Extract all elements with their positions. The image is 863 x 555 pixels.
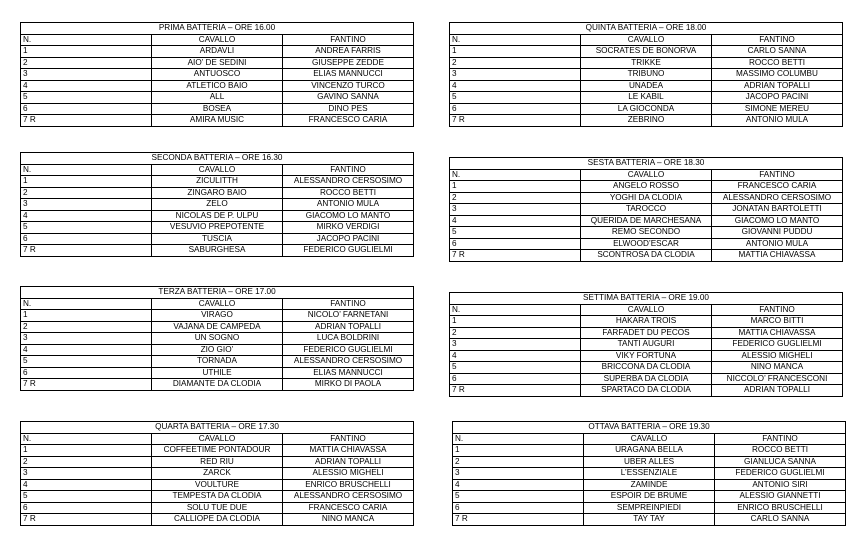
row-number: 7 R	[21, 245, 152, 257]
cavallo-name: ZELO	[152, 199, 283, 211]
row-number: 5	[453, 491, 584, 503]
row-number: 4	[21, 344, 152, 356]
header-cavallo: CAVALLO	[152, 164, 283, 176]
fantino-name: ALESSANDRO CERSOSIMO	[283, 176, 414, 188]
fantino-name: GAVINO SANNA	[283, 92, 414, 104]
row-number: 6	[21, 502, 152, 514]
table-row	[21, 46, 414, 58]
fantino-name: FRANCESCO CARIA	[283, 115, 414, 127]
header-fantino: FANTINO	[283, 433, 414, 445]
cavallo-name: VIRAGO	[152, 310, 283, 322]
table-row	[453, 514, 846, 526]
cavallo-name: ESPOIR DE BRUME	[584, 491, 715, 503]
row-number: 6	[450, 238, 581, 250]
header-cavallo: CAVALLO	[584, 433, 715, 445]
row-number: 3	[21, 468, 152, 480]
header-cavallo: CAVALLO	[581, 34, 712, 46]
fantino-name: ROCCO BETTI	[715, 445, 846, 457]
header-number: N.	[21, 433, 152, 445]
row-number: 4	[450, 350, 581, 362]
cavallo-name: DIAMANTE DA CLODIA	[152, 379, 283, 391]
row-number: 1	[450, 46, 581, 58]
batteria-table	[20, 22, 414, 127]
fantino-name: DINO PES	[283, 103, 414, 115]
fantino-name: ELIAS MANNUCCI	[283, 69, 414, 81]
fantino-name: FRANCESCO CARIA	[712, 181, 843, 193]
table-header-row	[21, 34, 414, 46]
table-row	[450, 192, 843, 204]
fantino-name: SIMONE MEREU	[712, 103, 843, 115]
row-number: 7 R	[453, 514, 584, 526]
batteria-title: QUINTA BATTERIA – ORE 18.00	[450, 23, 843, 35]
cavallo-name: COFFEETIME PONTADOUR	[152, 445, 283, 457]
cavallo-name: TORNADA	[152, 356, 283, 368]
table-row	[21, 233, 414, 245]
table-row	[21, 514, 414, 526]
table-row	[450, 350, 843, 362]
cavallo-name: TANTI AUGURI	[581, 339, 712, 351]
row-number: 4	[450, 215, 581, 227]
table-row	[21, 187, 414, 199]
header-number: N.	[450, 34, 581, 46]
table-header-row	[450, 169, 843, 181]
table-row	[21, 222, 414, 234]
cavallo-name: ANTUOSCO	[152, 69, 283, 81]
row-number: 7 R	[21, 379, 152, 391]
header-fantino: FANTINO	[283, 298, 414, 310]
cavallo-name: ALL	[152, 92, 283, 104]
fantino-name: NINO MANCA	[283, 514, 414, 526]
fantino-name: ANDREA FARRIS	[283, 46, 414, 58]
row-number: 5	[21, 356, 152, 368]
table-row	[453, 491, 846, 503]
cavallo-name: YOGHI DA CLODIA	[581, 192, 712, 204]
row-number: 4	[21, 210, 152, 222]
row-number: 4	[21, 479, 152, 491]
fantino-name: GIACOMO LO MANTO	[283, 210, 414, 222]
fantino-name: CARLO SANNA	[715, 514, 846, 526]
fantino-name: ADRIAN TOPALLI	[283, 321, 414, 333]
cavallo-name: SUPERBA DA CLODIA	[581, 373, 712, 385]
row-number: 6	[21, 103, 152, 115]
cavallo-name: SPARTACO DA CLODIA	[581, 385, 712, 397]
table-row	[21, 468, 414, 480]
row-number: 2	[21, 321, 152, 333]
row-number: 7 R	[450, 115, 581, 127]
table-row	[450, 215, 843, 227]
cavallo-name: FARFADET DU PECOS	[581, 327, 712, 339]
table-row	[21, 176, 414, 188]
table-row	[450, 385, 843, 397]
header-fantino: FANTINO	[712, 34, 843, 46]
cavallo-name: ZARCK	[152, 468, 283, 480]
cavallo-name: TAROCCO	[581, 204, 712, 216]
cavallo-name: QUERIDA DE MARCHESANA	[581, 215, 712, 227]
cavallo-name: TRIBUNO	[581, 69, 712, 81]
fantino-name: GIANLUCA SANNA	[715, 456, 846, 468]
batteria-6-table	[449, 157, 843, 262]
table-row	[453, 445, 846, 457]
table-row	[450, 316, 843, 328]
fantino-name: ELIAS MANNUCCI	[283, 367, 414, 379]
fantino-name: GIOVANNI PUDDU	[712, 227, 843, 239]
cavallo-name: BRICCONA DA CLODIA	[581, 362, 712, 374]
fantino-name: MARCO BITTI	[712, 316, 843, 328]
batteria-5-table	[449, 22, 843, 127]
table-row	[21, 502, 414, 514]
header-number: N.	[21, 298, 152, 310]
fantino-name: GIUSEPPE ZEDDE	[283, 57, 414, 69]
fantino-name: MATTIA CHIAVASSA	[712, 250, 843, 262]
table-row	[450, 80, 843, 92]
cavallo-name: SABURGHESA	[152, 245, 283, 257]
fantino-name: JACOPO PACINI	[712, 92, 843, 104]
row-number: 1	[21, 445, 152, 457]
header-fantino: FANTINO	[712, 169, 843, 181]
row-number: 2	[21, 456, 152, 468]
row-number: 3	[21, 69, 152, 81]
table-row	[21, 356, 414, 368]
header-number: N.	[21, 164, 152, 176]
cavallo-name: SCONTROSA DA CLODIA	[581, 250, 712, 262]
cavallo-name: VAJANA DE CAMPEDA	[152, 321, 283, 333]
fantino-name: FEDERICO GUGLIELMI	[283, 245, 414, 257]
fantino-name: GIACOMO LO MANTO	[712, 215, 843, 227]
fantino-name: ADRIAN TOPALLI	[283, 456, 414, 468]
cavallo-name: BOSEA	[152, 103, 283, 115]
cavallo-name: ZAMINDE	[584, 479, 715, 491]
cavallo-name: UTHILE	[152, 367, 283, 379]
row-number: 7 R	[21, 115, 152, 127]
row-number: 4	[21, 80, 152, 92]
batteria-title: TERZA BATTERIA – ORE 17.00	[21, 287, 414, 299]
table-row	[21, 379, 414, 391]
table-row	[21, 445, 414, 457]
batteria-title: OTTAVA BATTERIA – ORE 19.30	[453, 422, 846, 434]
table-row	[21, 69, 414, 81]
table-row	[21, 321, 414, 333]
cavallo-name: HAKARA TROIS	[581, 316, 712, 328]
fantino-name: ALESSANDRO CERSOSIMO	[283, 356, 414, 368]
batteria-3-table	[20, 286, 414, 391]
table-header-row	[453, 433, 846, 445]
row-number: 2	[450, 192, 581, 204]
fantino-name: ANTONIO MULA	[712, 238, 843, 250]
batteria-table	[449, 292, 843, 397]
row-number: 7 R	[450, 250, 581, 262]
batteria-2-table	[20, 152, 414, 257]
table-row	[450, 362, 843, 374]
fantino-name: ANTONIO MULA	[283, 199, 414, 211]
fantino-name: ALESSANDRO CERSOSIMO	[712, 192, 843, 204]
cavallo-name: TAY TAY	[584, 514, 715, 526]
header-number: N.	[21, 34, 152, 46]
cavallo-name: UNADEA	[581, 80, 712, 92]
row-number: 6	[450, 373, 581, 385]
cavallo-name: ZEBRINO	[581, 115, 712, 127]
header-cavallo: CAVALLO	[152, 34, 283, 46]
fantino-name: ADRIAN TOPALLI	[712, 385, 843, 397]
header-fantino: FANTINO	[283, 164, 414, 176]
fantino-name: JACOPO PACINI	[283, 233, 414, 245]
row-number: 3	[450, 339, 581, 351]
table-row	[21, 245, 414, 257]
fantino-name: ROCCO BETTI	[283, 187, 414, 199]
header-fantino: FANTINO	[283, 34, 414, 46]
table-header-row	[21, 433, 414, 445]
table-row	[21, 456, 414, 468]
cavallo-name: TEMPESTA DA CLODIA	[152, 491, 283, 503]
fantino-name: ANTONIO SIRI	[715, 479, 846, 491]
row-number: 1	[21, 310, 152, 322]
fantino-name: ENRICO BRUSCHELLI	[715, 502, 846, 514]
cavallo-name: AIO’ DE SEDINI	[152, 57, 283, 69]
header-number: N.	[453, 433, 584, 445]
cavallo-name: REMO SECONDO	[581, 227, 712, 239]
table-row	[21, 333, 414, 345]
row-number: 6	[21, 233, 152, 245]
batteria-1-table	[20, 22, 414, 127]
fantino-name: JONATAN BARTOLETTI	[712, 204, 843, 216]
cavallo-name: VIKY FORTUNA	[581, 350, 712, 362]
row-number: 2	[453, 456, 584, 468]
cavallo-name: SOCRATES DE BONORVA	[581, 46, 712, 58]
table-row	[453, 479, 846, 491]
table-row	[21, 491, 414, 503]
fantino-name: ALESSIO GIANNETTI	[715, 491, 846, 503]
batteria-table	[449, 157, 843, 262]
fantino-name: MASSIMO COLUMBU	[712, 69, 843, 81]
fantino-name: FEDERICO GUGLIELMI	[712, 339, 843, 351]
fantino-name: ALESSANDRO CERSOSIMO	[283, 491, 414, 503]
table-row	[450, 227, 843, 239]
cavallo-name: ARDAVLI	[152, 46, 283, 58]
fantino-name: CARLO SANNA	[712, 46, 843, 58]
table-row	[450, 115, 843, 127]
row-number: 5	[21, 92, 152, 104]
table-header-row	[450, 304, 843, 316]
fantino-name: MIRKO VERDIGI	[283, 222, 414, 234]
row-number: 3	[21, 333, 152, 345]
fantino-name: ALESSIO MIGHELI	[283, 468, 414, 480]
cavallo-name: CALLIOPE DA CLODIA	[152, 514, 283, 526]
table-row	[450, 69, 843, 81]
table-header-row	[450, 34, 843, 46]
cavallo-name: VOULTURE	[152, 479, 283, 491]
cavallo-name: URAGANA BELLA	[584, 445, 715, 457]
cavallo-name: ZICULITTH	[152, 176, 283, 188]
table-row	[21, 199, 414, 211]
row-number: 2	[21, 57, 152, 69]
table-row	[21, 367, 414, 379]
fantino-name: FRANCESCO CARIA	[283, 502, 414, 514]
table-row	[21, 57, 414, 69]
table-row	[450, 92, 843, 104]
row-number: 2	[21, 187, 152, 199]
fantino-name: ANTONIO MULA	[712, 115, 843, 127]
header-cavallo: CAVALLO	[152, 298, 283, 310]
cavallo-name: TRIKKE	[581, 57, 712, 69]
table-row	[453, 502, 846, 514]
cavallo-name: LE KABIL	[581, 92, 712, 104]
cavallo-name: ANGELO ROSSO	[581, 181, 712, 193]
fantino-name: ENRICO BRUSCHELLI	[283, 479, 414, 491]
cavallo-name: SOLU TUE DUE	[152, 502, 283, 514]
cavallo-name: LA GIOCONDA	[581, 103, 712, 115]
cavallo-name: NICOLAS DE P. ULPU	[152, 210, 283, 222]
fantino-name: ROCCO BETTI	[712, 57, 843, 69]
row-number: 6	[21, 367, 152, 379]
row-number: 5	[450, 227, 581, 239]
batteria-table	[20, 421, 414, 526]
table-row	[450, 181, 843, 193]
row-number: 4	[450, 80, 581, 92]
batteria-title: SETTIMA BATTERIA – ORE 19.00	[450, 293, 843, 305]
batteria-title: SECONDA BATTERIA – ORE 16.30	[21, 153, 414, 165]
cavallo-name: VESUVIO PREPOTENTE	[152, 222, 283, 234]
table-row	[21, 479, 414, 491]
table-row	[21, 310, 414, 322]
row-number: 3	[21, 199, 152, 211]
row-number: 5	[21, 491, 152, 503]
table-row	[21, 344, 414, 356]
row-number: 1	[450, 316, 581, 328]
fantino-name: MATTIA CHIAVASSA	[712, 327, 843, 339]
table-row	[21, 210, 414, 222]
batteria-table	[20, 152, 414, 257]
table-row	[450, 46, 843, 58]
table-header-row	[21, 164, 414, 176]
table-row	[21, 103, 414, 115]
row-number: 3	[453, 468, 584, 480]
table-row	[450, 373, 843, 385]
header-fantino: FANTINO	[715, 433, 846, 445]
cavallo-name: TUSCIA	[152, 233, 283, 245]
fantino-name: FEDERICO GUGLIELMI	[715, 468, 846, 480]
batteria-8-table	[452, 421, 846, 526]
fantino-name: MATTIA CHIAVASSA	[283, 445, 414, 457]
table-row	[450, 327, 843, 339]
batteria-table	[452, 421, 846, 526]
batteria-7-table	[449, 292, 843, 397]
row-number: 3	[450, 204, 581, 216]
table-row	[450, 250, 843, 262]
fantino-name: ALESSIO MIGHELI	[712, 350, 843, 362]
table-row	[453, 468, 846, 480]
batteria-table	[449, 22, 843, 127]
cavallo-name: SEMPREINPIEDI	[584, 502, 715, 514]
row-number: 1	[21, 176, 152, 188]
row-number: 7 R	[21, 514, 152, 526]
batteria-table	[20, 286, 414, 391]
fantino-name: NICCOLO’ FRANCESCONI	[712, 373, 843, 385]
cavallo-name: L’ESSENZIALE	[584, 468, 715, 480]
header-cavallo: CAVALLO	[581, 169, 712, 181]
fantino-name: NICOLO’ FARNETANI	[283, 310, 414, 322]
fantino-name: FEDERICO GUGLIELMI	[283, 344, 414, 356]
cavallo-name: UN SOGNO	[152, 333, 283, 345]
table-row	[450, 57, 843, 69]
batteria-title: SESTA BATTERIA – ORE 18.30	[450, 158, 843, 170]
batteria-title: QUARTA BATTERIA – ORE 17.30	[21, 422, 414, 434]
row-number: 1	[450, 181, 581, 193]
row-number: 3	[450, 69, 581, 81]
table-row	[21, 115, 414, 127]
cavallo-name: ZINGARO BAIO	[152, 187, 283, 199]
row-number: 6	[453, 502, 584, 514]
fantino-name: NINO MANCA	[712, 362, 843, 374]
header-cavallo: CAVALLO	[581, 304, 712, 316]
table-row	[21, 80, 414, 92]
header-fantino: FANTINO	[712, 304, 843, 316]
row-number: 5	[450, 92, 581, 104]
table-row	[450, 238, 843, 250]
table-row	[21, 92, 414, 104]
row-number: 5	[21, 222, 152, 234]
table-header-row	[21, 298, 414, 310]
cavallo-name: UBER ALLES	[584, 456, 715, 468]
fantino-name: MIRKO DI PAOLA	[283, 379, 414, 391]
row-number: 6	[450, 103, 581, 115]
header-number: N.	[450, 169, 581, 181]
table-row	[453, 456, 846, 468]
header-cavallo: CAVALLO	[152, 433, 283, 445]
row-number: 5	[450, 362, 581, 374]
batteria-4-table	[20, 421, 414, 526]
cavallo-name: ATLETICO BAIO	[152, 80, 283, 92]
cavallo-name: AMIRA MUSIC	[152, 115, 283, 127]
cavallo-name: ZIO GIO’	[152, 344, 283, 356]
cavallo-name: RED RIU	[152, 456, 283, 468]
batteria-title: PRIMA BATTERIA – ORE 16.00	[21, 23, 414, 35]
table-row	[450, 204, 843, 216]
fantino-name: ADRIAN TOPALLI	[712, 80, 843, 92]
row-number: 7 R	[450, 385, 581, 397]
row-number: 2	[450, 57, 581, 69]
row-number: 2	[450, 327, 581, 339]
row-number: 1	[21, 46, 152, 58]
row-number: 4	[453, 479, 584, 491]
header-number: N.	[450, 304, 581, 316]
row-number: 1	[453, 445, 584, 457]
table-row	[450, 339, 843, 351]
cavallo-name: ELWOOD’ESCAR	[581, 238, 712, 250]
fantino-name: LUCA BOLDRINI	[283, 333, 414, 345]
fantino-name: VINCENZO TURCO	[283, 80, 414, 92]
table-row	[450, 103, 843, 115]
